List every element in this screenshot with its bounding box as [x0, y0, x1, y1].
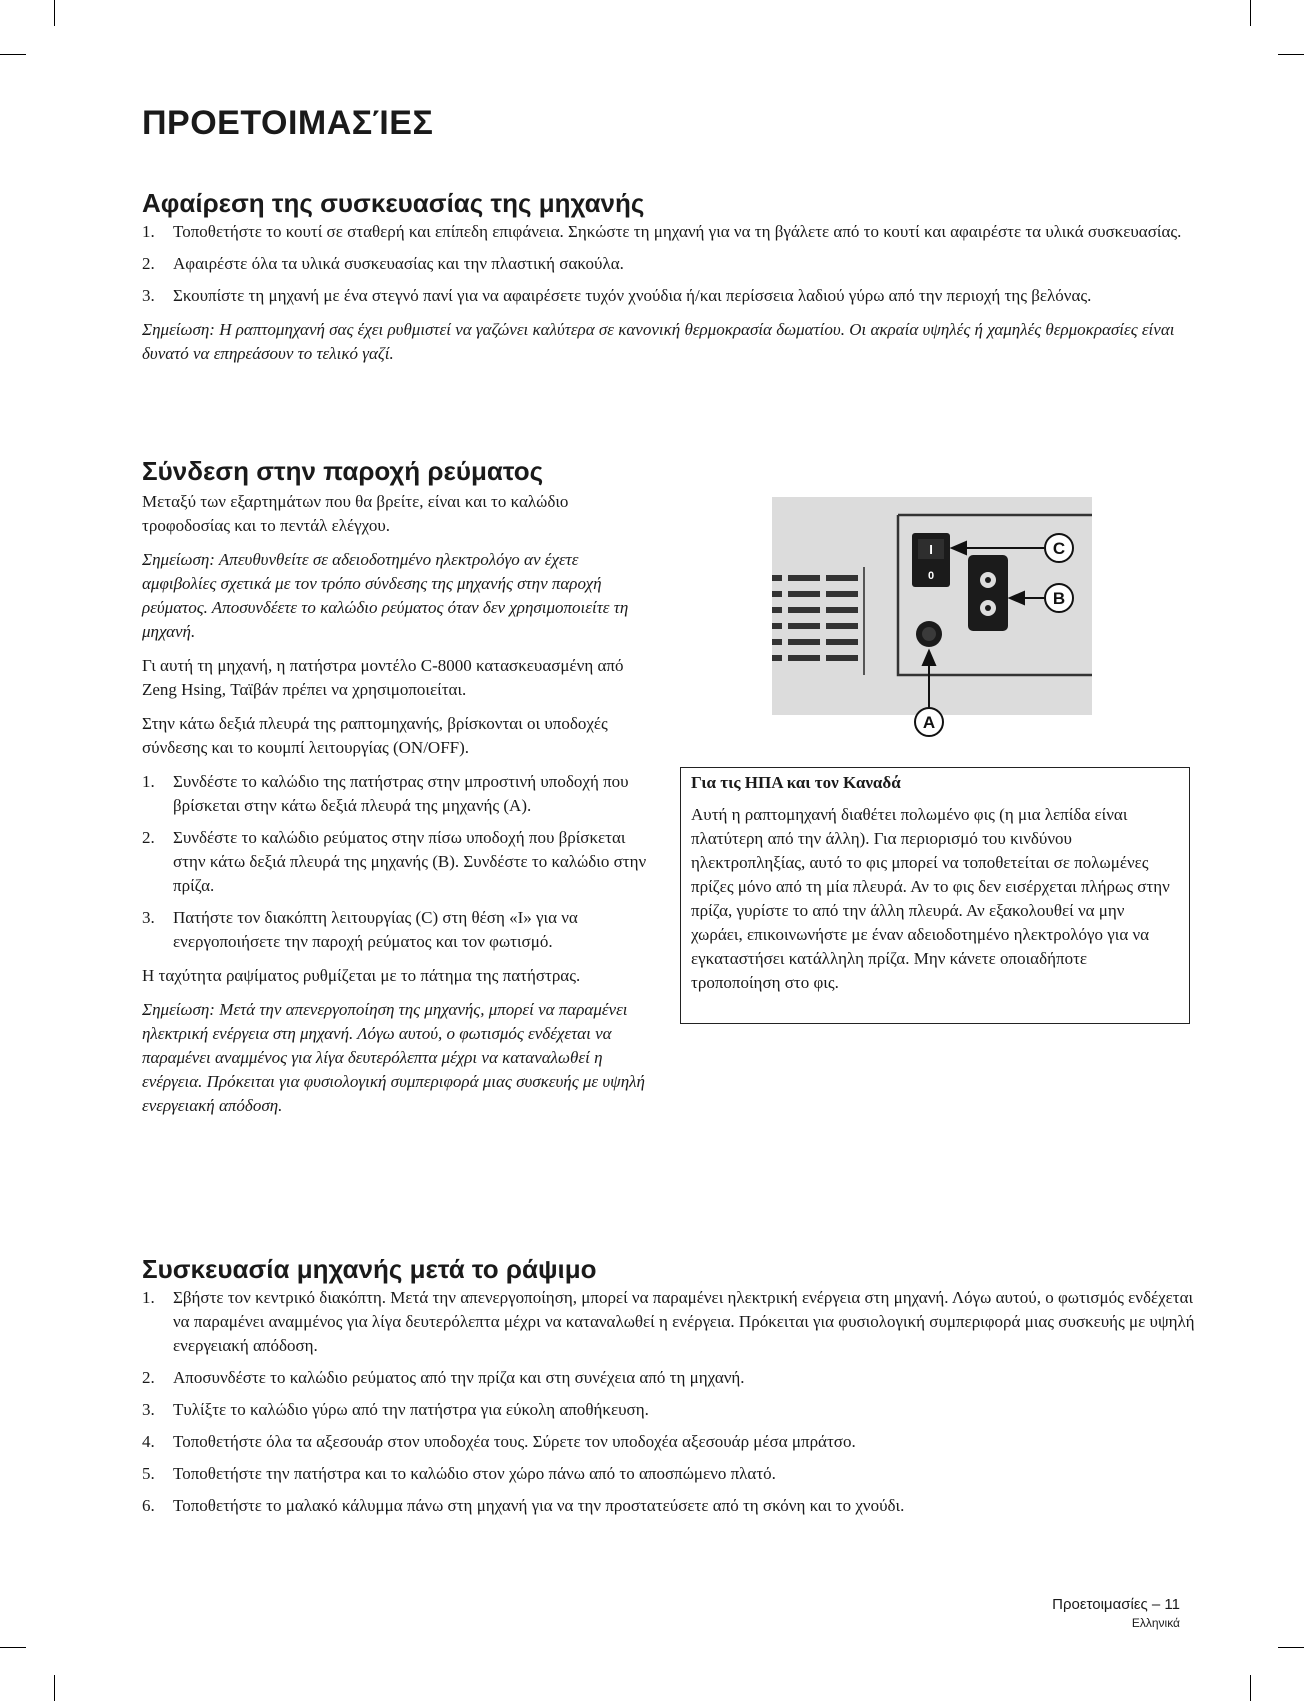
list-number: 3.	[142, 908, 155, 927]
crop-mark	[0, 1647, 26, 1648]
crop-mark	[54, 0, 55, 26]
list-number: 6.	[142, 1496, 155, 1515]
list-text: Τοποθετήστε όλα τα αξεσουάρ στον υποδοχέα τους. Σύρετε τον υποδοχέα αξεσουάρ μέσα μπράτσο.	[173, 1432, 856, 1451]
page-footer	[1052, 1595, 1180, 1631]
section-heading-power: Σύνδεση στην παροχή ρεύματος	[142, 456, 544, 486]
section-heading-packing: Συσκευασία μηχανής μετά το ράψιμο	[142, 1254, 597, 1284]
power-steps	[142, 770, 647, 954]
crop-mark	[0, 54, 26, 55]
list-item	[142, 1398, 1202, 1422]
list-item	[142, 220, 1182, 244]
list-text: Σβήστε τον κεντρικό διακόπτη. Μετά την απενεργοποίηση, μπορεί να παραμένει ηλεκτρική ενέργεια στη μηχανή. Λόγω αυτού, ο φωτισμός ενδέχεται να παραμένει αναμμένος για λίγα δευτερόλεπτα μέχρι να καταναλωθεί η ενέργεια. Πρόκειται για φυσιολογική συμπεριφορά μιας συσκευής με υψηλή ενεργειακή απόδοση.	[173, 1288, 1195, 1355]
list-item	[142, 1286, 1202, 1358]
list-text: Τυλίξτε το καλώδιο γύρω από την πατήστρα για εύκολη αποθήκευση.	[173, 1400, 649, 1419]
list-number: 1.	[142, 222, 155, 241]
list-text: Αφαιρέστε όλα τα υλικά συσκευασίας και την πλαστική σακούλα.	[173, 254, 624, 273]
sockets-text: Στην κάτω δεξιά πλευρά της ραπτομηχανής, βρίσκονται οι υποδοχές σύνδεσης και το κουμπί λειτουργίας (ON/OFF).	[142, 714, 608, 757]
us-canada-callout-box	[680, 767, 1190, 1024]
list-item	[142, 1366, 1202, 1390]
unpacking-steps	[142, 220, 1182, 308]
list-number: 2.	[142, 828, 155, 847]
switch-on-mark: I	[929, 542, 933, 557]
list-text: Αποσυνδέστε το καλώδιο ρεύματος από την πρίζα και στη συνέχεια από τη μηχανή.	[173, 1368, 745, 1387]
power-off-note: Σημείωση: Μετά την απενεργοποίηση της μηχανής, μπορεί να παραμένει ηλεκτρική ενέργεια στη μηχανή. Λόγω αυτού, ο φωτισμός ενδέχεται να παραμένει αναμμένος για λίγα δευτερόλεπτα μέχρι να καταναλωθεί η ενέργεια. Πρόκειται για φυσιολογική συμπεριφορά μιας συσκευής με υψηλή ενεργειακή απόδοση.	[142, 1000, 645, 1115]
label-c-text: C	[1052, 539, 1066, 558]
list-number: 2.	[142, 1368, 155, 1387]
footer-language: Ελληνικά	[1131, 1616, 1180, 1630]
list-number: 1.	[142, 772, 155, 791]
packing-steps	[142, 1286, 1202, 1518]
list-text: Συνδέστε το καλώδιο ρεύματος στην πίσω υποδοχή που βρίσκεται στην κάτω δεξιά πλευρά της μηχανής (B). Συνδέστε το καλώδιο στην πρίζα.	[173, 828, 647, 895]
list-number: 3.	[142, 286, 155, 305]
list-item	[142, 906, 647, 954]
crop-mark	[1278, 54, 1304, 55]
list-text: Συνδέστε το καλώδιο της πατήστρας στην μπροστινή υποδοχή που βρίσκεται στην κάτω δεξιά πλευρά της μηχανής (A).	[173, 772, 629, 815]
switch-off-mark: 0	[927, 570, 935, 582]
list-item	[142, 1430, 1202, 1454]
unpacking-note: Σημείωση: Η ραπτομηχανή σας έχει ρυθμιστεί να γαζώνει καλύτερα σε κανονική θερμοκρασία δωματίου. Οι ακραία υψηλές ή χαμηλές θερμοκρασίες είναι δυνατό να επηρεάσουν το τελικό γαζί.	[142, 320, 1175, 363]
list-text: Τοποθετήστε το μαλακό κάλυμμα πάνω στη μηχανή για να την προστατεύσετε από τη σκόνη και το χνούδι.	[173, 1496, 905, 1515]
label-a	[915, 708, 943, 736]
list-text: Τοποθετήστε την πατήστρα και το καλώδιο στον χώρο πάνω από το αποσπώμενο πλατό.	[173, 1464, 776, 1483]
packing-section	[142, 1286, 1202, 1526]
power-socket	[968, 555, 1008, 631]
list-text: Τοποθετήστε το κουτί σε σταθερή και επίπεδη επιφάνεια. Σηκώστε τη μηχανή για να τη βγάλετε από το κουτί και αφαιρέστε τα υλικά συσκευασίας.	[173, 222, 1182, 241]
list-text: Σκουπίστε τη μηχανή με ένα στεγνό πανί για να αφαιρέσετε τυχόν χνούδια ή/και περίσσεια λαδιού γύρω από την περιοχή της βελόνας.	[173, 286, 1092, 305]
label-a-text: A	[922, 713, 936, 732]
power-intro: Μεταξύ των εξαρτημάτων που θα βρείτε, είναι και το καλώδιο τροφοδοσίας και το πεντάλ ελέγχου.	[142, 492, 569, 535]
machine-body-panel	[772, 497, 1092, 715]
unpacking-section	[142, 220, 1182, 376]
power-section	[142, 490, 647, 1128]
label-b	[1045, 584, 1073, 612]
page-title: ΠΡΟΕΤΟΙΜΑΣΊΕΣ	[142, 104, 434, 142]
power-switch	[912, 533, 950, 587]
machine-socket-diagram	[772, 497, 1096, 737]
callout-title: Για τις ΗΠΑ και τον Καναδά	[691, 773, 901, 792]
list-item	[142, 1494, 1202, 1518]
crop-mark	[1250, 1675, 1251, 1701]
list-item	[142, 770, 647, 818]
pedal-model-text: Γι αυτή τη μηχανή, η πατήστρα μοντέλο C-8000 κατασκευασμένη από Zeng Hsing, Ταϊβάν πρέπει να χρησιμοποιείται.	[142, 656, 624, 699]
list-text: Πατήστε τον διακόπτη λειτουργίας (C) στη θέση «I» για να ενεργοποιήσετε την παροχή ρεύματος και τον φωτισμό.	[173, 908, 578, 951]
pedal-socket	[916, 621, 942, 647]
list-number: 5.	[142, 1464, 155, 1483]
list-item	[142, 1462, 1202, 1486]
list-item	[142, 826, 647, 898]
list-number: 4.	[142, 1432, 155, 1451]
crop-mark	[1250, 0, 1251, 26]
list-number: 1.	[142, 1288, 155, 1307]
crop-mark	[1278, 1647, 1304, 1648]
label-c	[1045, 534, 1073, 562]
power-note: Σημείωση: Απευθυνθείτε σε αδειοδοτημένο ηλεκτρολόγο αν έχετε αμφιβολίες σχετικά με τον τρόπο σύνδεσης της μηχανής στην παροχή ρεύματος. Αποσυνδέετε το καλώδιο ρεύματος όταν δεν χρησιμοποιείτε τη μηχανή.	[142, 550, 629, 641]
callout-text: Αυτή η ραπτομηχανή διαθέτει πολωμένο φις (η μια λεπίδα είναι πλατύτερη από την άλλη). Για περιορισμό του κινδύνου ηλεκτροπληξίας, αυτό το φις μπορεί να τοποθετείται σε πολωμένες πρίζες μόνο από τη μία πλευρά. Αν το φις δεν εισέρχεται πλήρως στην πρίζα, γυρίστε το από την άλλη πλευρά. Αν εξακολουθεί να μην χωράει, επικοινωνήστε με έναν αδειοδοτημένο ηλεκτρολόγο για να εγκαταστήσει κατάλληλη πρίζα. Μην κάνετε οποιαδήποτε τροποποίηση στο φις.	[691, 805, 1170, 992]
footer-page-label: Προετοιμασίες – 11	[1052, 1596, 1180, 1613]
section-heading-unpacking: Αφαίρεση της συσκευασίας της μηχανής	[142, 188, 645, 218]
list-number: 3.	[142, 1400, 155, 1419]
label-b-text: B	[1052, 589, 1066, 608]
crop-mark	[54, 1675, 55, 1701]
list-item	[142, 252, 1182, 276]
list-item	[142, 284, 1182, 308]
speed-text: Η ταχύτητα ραψίματος ρυθμίζεται με το πάτημα της πατήστρας.	[142, 966, 581, 985]
list-number: 2.	[142, 254, 155, 273]
